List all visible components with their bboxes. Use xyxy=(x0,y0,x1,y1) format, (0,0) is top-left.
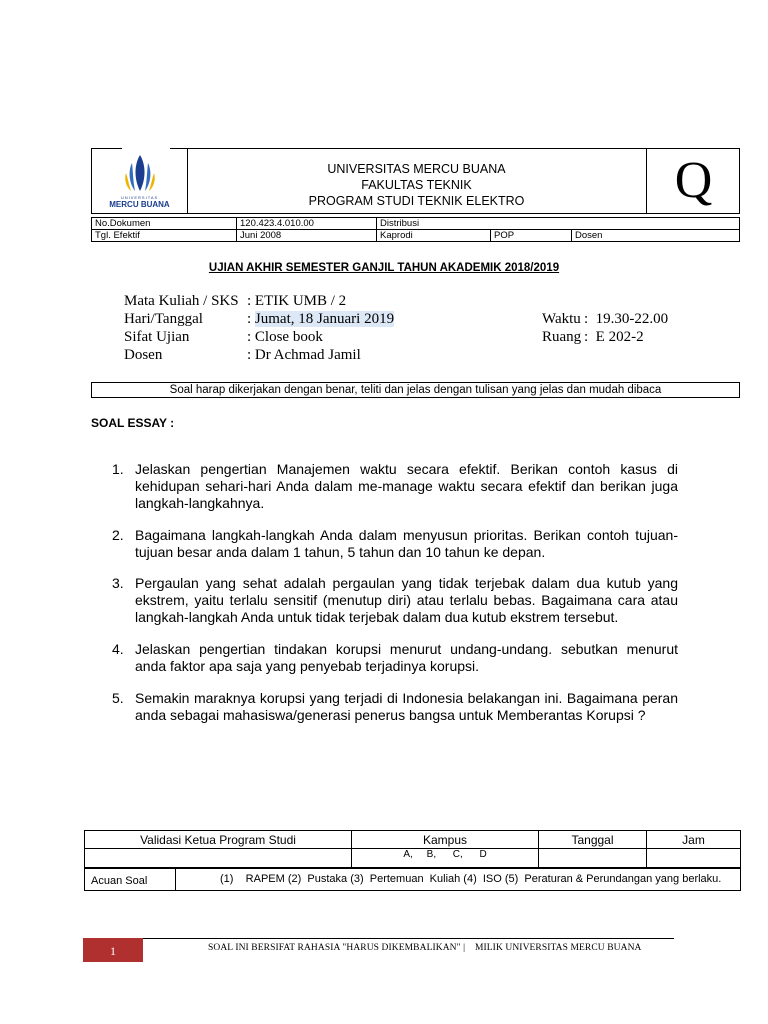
distribusi-label: Distribusi xyxy=(377,218,740,230)
no-dokumen-value: 120.423.4.010.00 xyxy=(237,218,377,230)
waktu-label: Waktu xyxy=(542,311,581,327)
acuan-soal-row xyxy=(84,868,741,891)
page-number: 1 xyxy=(83,938,143,962)
validasi-header: Validasi Ketua Program Studi xyxy=(85,831,352,849)
question-text: Semakin maraknya korupsi yang terjadi di Indonesia belakangan ini. Bagaimana peran anda sebagai mahasiswa/generasi penerus bangsa untuk Memberantas Korupsi ? xyxy=(135,690,678,723)
tanggal-cell xyxy=(539,849,647,868)
program-name: PROGRAM STUDI TEKNIK ELEKTRO xyxy=(308,194,525,208)
kaprodi-label: Kaprodi xyxy=(377,230,491,242)
footer-text: SOAL INI BERSIFAT RAHASIA "HARUS DIKEMBALIKAN" | MILIK UNIVERSITAS MERCU BUANA xyxy=(208,943,642,953)
tgl-efektif-label: Tgl. Efektif xyxy=(92,230,237,242)
mata-kuliah-value: : ETIK UMB / 2 xyxy=(247,293,347,309)
mata-kuliah-label: Mata Kuliah / SKS xyxy=(124,293,239,309)
header-title-cell xyxy=(187,149,646,213)
university-name: UNIVERSITAS MERCU BUANA xyxy=(327,162,506,176)
instruction-notice: Soal harap dikerjakan dengan benar, teliti dan jelas dengan tulisan yang jelas dan mudah dibaca xyxy=(91,382,740,398)
dosen-col-label: Dosen xyxy=(572,230,740,242)
university-logo-icon xyxy=(118,153,162,193)
question-text: Pergaulan yang sehat adalah pergaulan yang tidak terjebak dalam dua kutub yang ekstrem, yaitu terlalu sensitif (menutup diri) atau terlalu bebas. Bagaimana cara atau langkah-langkah Anda untuk tidak terjebak dalam dua kutub ekstrem tersebut. xyxy=(135,575,678,625)
list-item xyxy=(112,641,678,675)
soal-essay-heading: SOAL ESSAY : xyxy=(91,416,175,430)
validasi-cell xyxy=(85,849,352,868)
divider xyxy=(143,938,674,939)
hari-date: Jumat, 18 Januari 2019 xyxy=(254,311,395,327)
acuan-label: Acuan Soal xyxy=(91,875,148,887)
list-item xyxy=(112,690,678,724)
question-number: 2. xyxy=(112,527,124,543)
question-text: Jelaskan pengertian tindakan korupsi menurut undang-undang. sebutkan menurut anda faktor apa saja yang penyebab terjadinya korupsi. xyxy=(135,641,678,674)
exam-title: UJIAN AKHIR SEMESTER GANJIL TAHUN AKADEMIK 2018/2019 xyxy=(208,262,560,274)
faculty-name: FAKULTAS TEKNIK xyxy=(361,178,472,192)
tgl-efektif-value: Juni 2008 xyxy=(237,230,377,242)
logo-name: MERCU BUANA xyxy=(109,200,170,209)
dosen-value: : Dr Achmad Jamil xyxy=(247,347,361,363)
logo-cell xyxy=(92,149,188,213)
table-row xyxy=(92,230,740,242)
question-text: Jelaskan pengertian Manajemen waktu secara efektif. Berikan contoh kasus di kehidupan sehari-hari Anda dalam me-manage waktu secara efektif dan berikan juga langkah-langkahnya. xyxy=(135,461,678,511)
acuan-value: (1) RAPEM (2) Pustaka (3) Pertemuan Kuliah (4) ISO (5) Peraturan & Perundangan yang berlaku. xyxy=(220,873,722,885)
logo-small-text: UNIVERSITAS xyxy=(120,195,159,200)
ruang-value: : E 202-2 xyxy=(584,329,644,345)
question-number: 4. xyxy=(112,641,124,657)
sifat-value: : Close book xyxy=(247,329,323,345)
list-item xyxy=(112,461,678,512)
waktu-value: : 19.30-22.00 xyxy=(584,311,669,327)
kampus-options: A, B, C, D xyxy=(352,849,539,868)
tanggal-header: Tanggal xyxy=(539,831,647,849)
hari-colon: : xyxy=(247,311,255,327)
hari-value xyxy=(247,310,394,328)
question-text: Bagaimana langkah-langkah Anda dalam menyusun prioritas. Berikan contoh tujuan-tujuan besar anda dalam 1 tahun, 5 tahun dan 10 tahun ke depan. xyxy=(135,527,678,560)
divider xyxy=(175,869,176,890)
hari-label: Hari/Tanggal xyxy=(124,311,203,327)
list-item xyxy=(112,527,678,561)
jam-cell xyxy=(647,849,741,868)
question-number: 3. xyxy=(112,575,124,591)
validation-table xyxy=(84,830,741,868)
jam-header: Jam xyxy=(647,831,741,849)
kampus-header: Kampus xyxy=(352,831,539,849)
sifat-label: Sifat Ujian xyxy=(124,329,190,345)
list-item xyxy=(112,575,678,626)
no-dokumen-label: No.Dokumen xyxy=(92,218,237,230)
logo-border-gap xyxy=(122,147,170,149)
document-info-table xyxy=(91,217,740,242)
document-header xyxy=(91,148,740,214)
question-number: 5. xyxy=(112,690,124,706)
ruang-label: Ruang xyxy=(542,329,582,345)
question-number: 1. xyxy=(112,461,124,477)
table-row xyxy=(85,849,741,868)
table-row xyxy=(85,831,741,849)
pop-label: POP xyxy=(491,230,572,242)
dosen-label: Dosen xyxy=(124,347,163,363)
table-row xyxy=(92,218,740,230)
form-code-letter: Q xyxy=(646,149,740,213)
